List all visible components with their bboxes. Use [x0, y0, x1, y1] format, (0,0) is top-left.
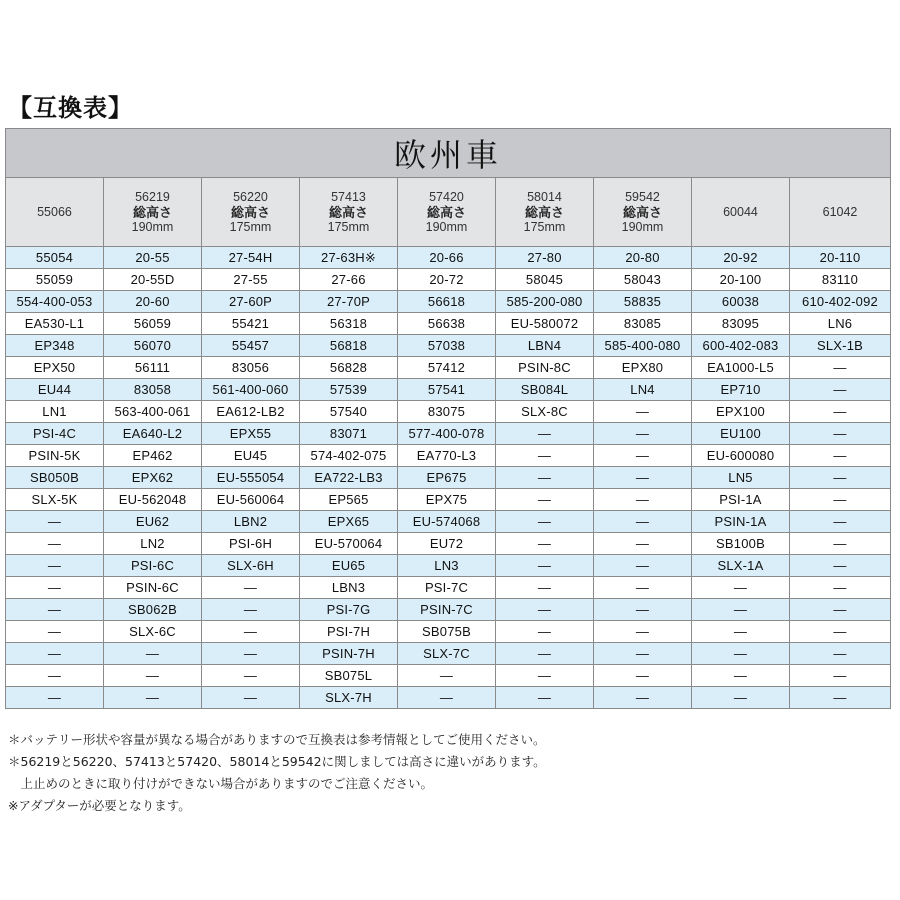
table-cell: — [594, 467, 692, 489]
table-cell: — [496, 621, 594, 643]
table-cell: — [398, 687, 496, 709]
table-cell: SLX-1A [692, 555, 790, 577]
column-header [398, 178, 496, 247]
table-cell: — [790, 599, 891, 621]
table-cell: SLX-6H [202, 555, 300, 577]
table-row [6, 291, 891, 313]
table-row [6, 533, 891, 555]
table-cell: — [594, 511, 692, 533]
table-row [6, 379, 891, 401]
table-cell: 561-400-060 [202, 379, 300, 401]
table-cell: EU-600080 [692, 445, 790, 467]
footnotes [8, 729, 893, 817]
table-cell: — [6, 511, 104, 533]
column-header-model: 61042 [822, 204, 858, 219]
table-cell: — [790, 533, 891, 555]
table-cell: EU44 [6, 379, 104, 401]
column-header-height-label: 総高さ [132, 204, 172, 220]
table-cell: EU-555054 [202, 467, 300, 489]
table-cell: LN2 [104, 533, 202, 555]
table-cell: — [790, 445, 891, 467]
table-row [6, 621, 891, 643]
table-cell: EA722-LB3 [300, 467, 398, 489]
table-cell: EU-560064 [202, 489, 300, 511]
column-header-model: 60044 [723, 204, 758, 219]
table-row [6, 599, 891, 621]
table-cell: SB084L [496, 379, 594, 401]
table-cell: PSIN-5K [6, 445, 104, 467]
table-cell: — [202, 643, 300, 665]
table-cell: — [496, 643, 594, 665]
table-cell: EP348 [6, 335, 104, 357]
table-row [6, 357, 891, 379]
table-cell: — [202, 599, 300, 621]
table-cell: 27-70P [300, 291, 398, 313]
table-cell: 57539 [300, 379, 398, 401]
table-cell: 83058 [104, 379, 202, 401]
table-cell: — [496, 445, 594, 467]
table-cell: EA530-L1 [6, 313, 104, 335]
table-cell: 20-55 [104, 247, 202, 269]
table-cell: 27-63H※ [300, 247, 398, 269]
table-cell: EP565 [300, 489, 398, 511]
table-cell: — [594, 401, 692, 423]
table-cell: SLX-7C [398, 643, 496, 665]
table-cell: — [496, 599, 594, 621]
table-cell: — [790, 511, 891, 533]
table-cell: SLX-7H [300, 687, 398, 709]
table-cell: EP462 [104, 445, 202, 467]
table-cell: — [104, 687, 202, 709]
table-cell: EU-580072 [496, 313, 594, 335]
table-cell: PSIN-7H [300, 643, 398, 665]
column-header [202, 178, 300, 247]
table-cell: — [496, 533, 594, 555]
column-header-height-value: 190mm [131, 219, 174, 234]
table-cell: 56638 [398, 313, 496, 335]
footnote-line: 上止めのときに取り付けができない場合がありますのでご注意ください。 [8, 776, 434, 791]
table-row [6, 643, 891, 665]
table-cell: EA612-LB2 [202, 401, 300, 423]
table-cell: SB062B [104, 599, 202, 621]
table-cell: SLX-1B [790, 335, 891, 357]
column-header [496, 178, 594, 247]
table-cell: — [790, 577, 891, 599]
table-row [6, 423, 891, 445]
table-cell: EP675 [398, 467, 496, 489]
column-header-height-value: 175mm [523, 219, 566, 234]
table-cell: LN5 [692, 467, 790, 489]
table-cell: EPX65 [300, 511, 398, 533]
table-cell: EU62 [104, 511, 202, 533]
table-row [6, 335, 891, 357]
table-cell: — [790, 621, 891, 643]
table-cell: LN4 [594, 379, 692, 401]
table-cell: — [692, 665, 790, 687]
table-cell: 563-400-061 [104, 401, 202, 423]
column-header-model: 55066 [37, 204, 72, 219]
table-cell: — [496, 577, 594, 599]
column-header-model: 58014 [527, 189, 562, 204]
column-header-model: 56220 [233, 189, 268, 204]
table-cell: SB075L [300, 665, 398, 687]
table-cell: EU45 [202, 445, 300, 467]
table-row [6, 467, 891, 489]
table-cell: 55059 [6, 269, 104, 291]
column-header-height-label: 総高さ [524, 204, 564, 220]
table-cell: 27-55 [202, 269, 300, 291]
table-cell: 27-66 [300, 269, 398, 291]
table-cell: PSI-6C [104, 555, 202, 577]
table-cell: 585-200-080 [496, 291, 594, 313]
table-cell: EU72 [398, 533, 496, 555]
table-cell: 60038 [692, 291, 790, 313]
table-cell: — [6, 621, 104, 643]
table-cell: — [6, 533, 104, 555]
table-cell: PSI-6H [202, 533, 300, 555]
table-cell: — [6, 577, 104, 599]
table-cell: — [104, 643, 202, 665]
table-cell: EPX100 [692, 401, 790, 423]
table-cell: PSIN-8C [496, 357, 594, 379]
table-cell: 554-400-053 [6, 291, 104, 313]
table-cell: PSIN-6C [104, 577, 202, 599]
table-cell: — [594, 489, 692, 511]
table-cell: LBN3 [300, 577, 398, 599]
table-cell: — [496, 687, 594, 709]
column-header-height-label: 総高さ [328, 204, 368, 220]
footnote-line: ※アダプターが必要となります。 [8, 798, 191, 813]
table-cell: — [594, 533, 692, 555]
table-cell: — [790, 665, 891, 687]
table-cell: PSI-7G [300, 599, 398, 621]
table-cell: 27-54H [202, 247, 300, 269]
column-header-height-value: 190mm [621, 219, 664, 234]
table-cell: — [6, 643, 104, 665]
table-cell: — [790, 423, 891, 445]
column-header-height-label: 総高さ [622, 204, 662, 220]
table-cell: PSIN-7C [398, 599, 496, 621]
table-cell: 20-80 [594, 247, 692, 269]
table-cell: 20-60 [104, 291, 202, 313]
table-cell: EP710 [692, 379, 790, 401]
table-cell: — [202, 665, 300, 687]
region-title: 欧州車 [6, 129, 891, 178]
table-row [6, 247, 891, 269]
table-cell: EPX55 [202, 423, 300, 445]
table-cell: 57540 [300, 401, 398, 423]
table-row [6, 687, 891, 709]
table-cell: 56059 [104, 313, 202, 335]
table-cell: — [790, 357, 891, 379]
table-cell: — [790, 401, 891, 423]
column-header-height-value: 190mm [425, 219, 468, 234]
table-cell: LN3 [398, 555, 496, 577]
table-cell: EU-562048 [104, 489, 202, 511]
table-body [6, 247, 891, 709]
table-cell: 56111 [104, 357, 202, 379]
table-row [6, 313, 891, 335]
table-cell: EU65 [300, 555, 398, 577]
table-cell: — [692, 687, 790, 709]
table-cell: 58045 [496, 269, 594, 291]
table-cell: 20-55D [104, 269, 202, 291]
footnote-line: ＊バッテリー形状や容量が異なる場合がありますので互換表は参考情報としてご使用ください。 [8, 732, 546, 747]
table-row [6, 665, 891, 687]
table-row [6, 511, 891, 533]
column-header [104, 178, 202, 247]
table-cell: — [594, 687, 692, 709]
table-cell: 57412 [398, 357, 496, 379]
table-cell: LBN4 [496, 335, 594, 357]
table-cell: — [496, 511, 594, 533]
table-cell: — [6, 687, 104, 709]
table-cell: — [594, 445, 692, 467]
table-cell: 56828 [300, 357, 398, 379]
table-cell: PSI-4C [6, 423, 104, 445]
table-cell: 56318 [300, 313, 398, 335]
table-cell: 20-92 [692, 247, 790, 269]
table-cell: 58835 [594, 291, 692, 313]
column-header [6, 178, 104, 247]
table-cell: — [692, 643, 790, 665]
table-cell: EPX62 [104, 467, 202, 489]
table-cell: 20-72 [398, 269, 496, 291]
table-cell: PSI-7C [398, 577, 496, 599]
table-cell: 27-60P [202, 291, 300, 313]
table-cell: 20-100 [692, 269, 790, 291]
table-cell: 56618 [398, 291, 496, 313]
table-cell: 56070 [104, 335, 202, 357]
table-row [6, 401, 891, 423]
table-cell: — [496, 489, 594, 511]
table-cell: EA770-L3 [398, 445, 496, 467]
table-cell: 27-80 [496, 247, 594, 269]
table-cell: — [594, 599, 692, 621]
table-cell: SB100B [692, 533, 790, 555]
table-cell: SLX-6C [104, 621, 202, 643]
column-header [300, 178, 398, 247]
column-header-height-value: 175mm [327, 219, 370, 234]
table-cell: — [594, 577, 692, 599]
table-cell: 83071 [300, 423, 398, 445]
table-cell: 574-402-075 [300, 445, 398, 467]
table-cell: — [594, 423, 692, 445]
table-cell: — [692, 621, 790, 643]
table-cell: — [6, 555, 104, 577]
table-cell: PSI-1A [692, 489, 790, 511]
column-header-model: 57413 [331, 189, 366, 204]
table-cell: 20-110 [790, 247, 891, 269]
table-cell: EPX50 [6, 357, 104, 379]
table-cell: — [594, 643, 692, 665]
table-cell: 585-400-080 [594, 335, 692, 357]
table-cell: — [790, 379, 891, 401]
table-cell: — [496, 555, 594, 577]
table-cell: — [790, 555, 891, 577]
table-cell: 577-400-078 [398, 423, 496, 445]
table-cell: SLX-5K [6, 489, 104, 511]
table-row [6, 445, 891, 467]
table-cell: — [594, 621, 692, 643]
column-header-height-value: 175mm [229, 219, 272, 234]
table-cell: 55421 [202, 313, 300, 335]
table-cell: LBN2 [202, 511, 300, 533]
footnote-line: ＊56219と56220、57413と57420、58014と59542に関しましては高さに違いがあります。 [8, 754, 546, 769]
table-cell: SLX-8C [496, 401, 594, 423]
column-header [692, 178, 790, 247]
table-cell: EA1000-L5 [692, 357, 790, 379]
table-cell: — [790, 643, 891, 665]
section-heading: 【互換表】 [8, 94, 133, 122]
table-cell: — [202, 577, 300, 599]
table-cell: — [104, 665, 202, 687]
table-cell: PSI-7H [300, 621, 398, 643]
column-header-height-label: 総高さ [426, 204, 466, 220]
table-cell: 20-66 [398, 247, 496, 269]
table-cell: LN6 [790, 313, 891, 335]
table-cell: 600-402-083 [692, 335, 790, 357]
table-cell: — [594, 665, 692, 687]
table-cell: — [496, 467, 594, 489]
compatibility-table [5, 128, 891, 709]
table-cell: 58043 [594, 269, 692, 291]
table-cell: 83085 [594, 313, 692, 335]
table-cell: — [6, 599, 104, 621]
table-cell: 57541 [398, 379, 496, 401]
table-cell: 83110 [790, 269, 891, 291]
table-cell: — [594, 555, 692, 577]
table-cell: EPX75 [398, 489, 496, 511]
table-cell: EU100 [692, 423, 790, 445]
table-row [6, 555, 891, 577]
table-cell: 83075 [398, 401, 496, 423]
table-cell: — [496, 665, 594, 687]
table-cell: PSIN-1A [692, 511, 790, 533]
table-cell: — [790, 489, 891, 511]
table-cell: — [202, 621, 300, 643]
table-cell: — [790, 687, 891, 709]
table-row [6, 489, 891, 511]
table-row [6, 577, 891, 599]
table-cell: EU-574068 [398, 511, 496, 533]
column-header [790, 178, 891, 247]
table-cell: SB050B [6, 467, 104, 489]
table-cell: — [202, 687, 300, 709]
table-cell: — [398, 665, 496, 687]
table-cell: SB075B [398, 621, 496, 643]
table-cell: EU-570064 [300, 533, 398, 555]
table-cell: EA640-L2 [104, 423, 202, 445]
table-cell: — [496, 423, 594, 445]
table-cell: — [790, 467, 891, 489]
table-row [6, 269, 891, 291]
table-cell: 57038 [398, 335, 496, 357]
table-cell: — [6, 665, 104, 687]
table-cell: 610-402-092 [790, 291, 891, 313]
table-cell: 55054 [6, 247, 104, 269]
table-cell: — [692, 577, 790, 599]
column-header-height-label: 総高さ [230, 204, 270, 220]
table-cell: 56818 [300, 335, 398, 357]
table-cell: EPX80 [594, 357, 692, 379]
table-cell: — [692, 599, 790, 621]
column-header-model: 57420 [429, 189, 464, 204]
column-header-row [6, 178, 891, 247]
column-header-model: 56219 [135, 189, 170, 204]
table-cell: 83056 [202, 357, 300, 379]
column-header-model: 59542 [625, 189, 660, 204]
table-cell: LN1 [6, 401, 104, 423]
table-cell: 83095 [692, 313, 790, 335]
column-header [594, 178, 692, 247]
table-cell: 55457 [202, 335, 300, 357]
